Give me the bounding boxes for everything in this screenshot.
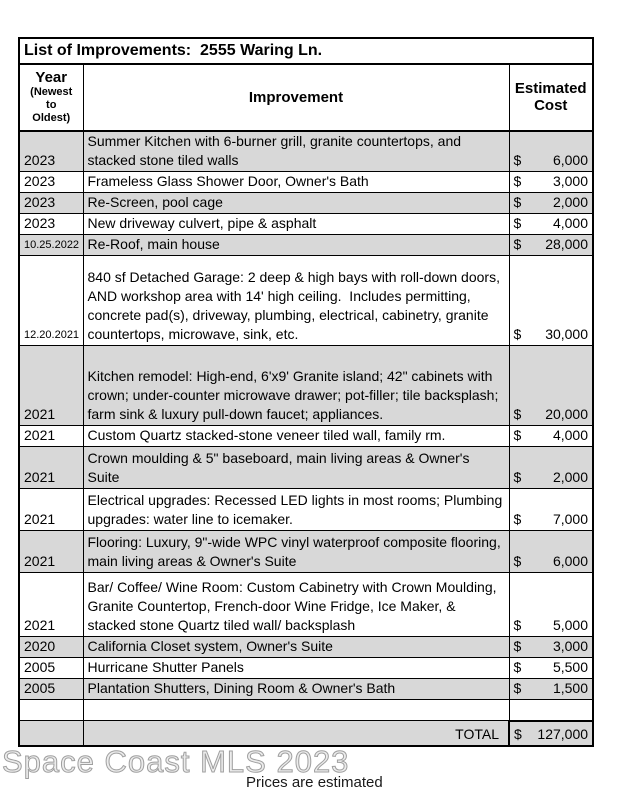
table-row bbox=[19, 679, 593, 700]
cost-cell bbox=[509, 447, 593, 489]
currency-symbol: $ bbox=[513, 152, 522, 168]
cost-cell bbox=[509, 131, 593, 172]
year-cell: 2023 bbox=[19, 131, 83, 172]
table-row bbox=[19, 700, 593, 721]
currency-symbol: $ bbox=[513, 406, 522, 422]
year-cell: 2021 bbox=[19, 489, 83, 531]
currency-symbol: $ bbox=[513, 326, 522, 342]
cost-cell bbox=[509, 489, 593, 531]
improvements-rows bbox=[19, 131, 593, 721]
table-row bbox=[19, 214, 593, 235]
table-row bbox=[19, 658, 593, 679]
year-cell: 2005 bbox=[19, 679, 83, 700]
cost-cell bbox=[509, 426, 593, 447]
table-title-row bbox=[19, 38, 593, 64]
cost-amount: 20,000 bbox=[545, 406, 589, 422]
cost-cell bbox=[509, 256, 593, 346]
table-row bbox=[19, 637, 593, 658]
table-row bbox=[19, 573, 593, 637]
cost-header-line1: Estimated bbox=[514, 80, 587, 97]
cost-amount: 28,000 bbox=[545, 236, 589, 252]
year-column-header bbox=[19, 64, 83, 131]
improvement-cell: Frameless Glass Shower Door, Owner's Bath bbox=[83, 172, 509, 193]
improvement-column-header: Improvement bbox=[83, 64, 509, 131]
year-cell: 2023 bbox=[19, 214, 83, 235]
improvement-cell: Electrical upgrades: Recessed LED lights in most rooms; Plumbing upgrades: water line to icemaker. bbox=[83, 489, 509, 531]
total-row bbox=[19, 721, 593, 746]
year-cell bbox=[19, 700, 83, 721]
year-cell: 2023 bbox=[19, 193, 83, 214]
table-row bbox=[19, 346, 593, 426]
currency-symbol: $ bbox=[513, 236, 522, 252]
improvement-cell: Plantation Shutters, Dining Room & Owner's Bath bbox=[83, 679, 509, 700]
cost-amount: 4,000 bbox=[552, 427, 589, 443]
total-year-cell bbox=[19, 721, 83, 746]
currency-symbol: $ bbox=[513, 215, 522, 231]
cost-cell bbox=[509, 700, 593, 721]
currency-symbol: $ bbox=[513, 511, 522, 527]
cost-cell bbox=[509, 679, 593, 700]
currency-symbol: $ bbox=[513, 553, 522, 569]
currency-symbol: $ bbox=[513, 173, 522, 189]
table-row bbox=[19, 531, 593, 573]
year-cell: 2021 bbox=[19, 426, 83, 447]
currency-symbol: $ bbox=[513, 617, 522, 633]
currency-symbol: $ bbox=[513, 638, 522, 654]
year-cell: 2020 bbox=[19, 637, 83, 658]
improvement-cell: California Closet system, Owner's Suite bbox=[83, 637, 509, 658]
table-row bbox=[19, 193, 593, 214]
total-cost-cell bbox=[509, 721, 593, 746]
year-cell: 2023 bbox=[19, 172, 83, 193]
cost-amount: 4,000 bbox=[552, 215, 589, 231]
improvement-cell: Bar/ Coffee/ Wine Room: Custom Cabinetry with Crown Moulding, Granite Countertop, French-door Wine Fridge, Ice Maker, & stacked stone Quartz tiled wall/ backsplash bbox=[83, 573, 509, 637]
cost-amount: 6,000 bbox=[552, 152, 589, 168]
improvement-cell: Summer Kitchen with 6-burner grill, granite countertops, and stacked stone tiled walls bbox=[83, 131, 509, 172]
table-row bbox=[19, 235, 593, 256]
currency-symbol: $ bbox=[513, 469, 522, 485]
cost-amount: 30,000 bbox=[545, 326, 589, 342]
improvement-cell: Hurricane Shutter Panels bbox=[83, 658, 509, 679]
improvement-cell: Flooring: Luxury, 9"-wide WPC vinyl waterproof composite flooring, main living areas & Owner's Suite bbox=[83, 531, 509, 573]
year-header-title: Year bbox=[35, 69, 68, 86]
improvement-cell: Crown moulding & 5" baseboard, main living areas & Owner's Suite bbox=[83, 447, 509, 489]
year-header-subtitle-line1: (Newest to bbox=[30, 86, 73, 111]
year-header-subtitle-line2: Oldest) bbox=[32, 112, 71, 124]
cost-amount: 7,000 bbox=[552, 511, 589, 527]
table-row bbox=[19, 256, 593, 346]
year-cell: 2021 bbox=[19, 573, 83, 637]
table-row bbox=[19, 489, 593, 531]
total-label: TOTAL bbox=[83, 721, 509, 746]
improvements-table bbox=[18, 37, 594, 747]
cost-column-header bbox=[509, 64, 593, 131]
table-title: List of Improvements: 2555 Waring Ln. bbox=[19, 38, 593, 64]
cost-amount: 5,500 bbox=[552, 659, 589, 675]
currency-symbol: $ bbox=[513, 680, 522, 696]
improvement-cell: Kitchen remodel: High-end, 6'x9' Granite island; 42" cabinets with crown; under-counter microwave drawer; pot-filler; tile backsplash; farm sink & luxury pull-down faucet; appliances. bbox=[83, 346, 509, 426]
cost-cell bbox=[509, 193, 593, 214]
table-row bbox=[19, 131, 593, 172]
table-row bbox=[19, 447, 593, 489]
improvement-cell bbox=[83, 700, 509, 721]
improvement-cell: Re-Screen, pool cage bbox=[83, 193, 509, 214]
year-cell: 2021 bbox=[19, 447, 83, 489]
total-amount: 127,000 bbox=[537, 725, 589, 742]
year-cell: 2021 bbox=[19, 531, 83, 573]
cost-cell bbox=[509, 172, 593, 193]
cost-amount: 5,000 bbox=[552, 617, 589, 633]
cost-cell bbox=[509, 573, 593, 637]
currency-symbol: $ bbox=[513, 194, 522, 210]
table-row bbox=[19, 426, 593, 447]
prices-footnote: Prices are estimated bbox=[246, 774, 383, 791]
cost-amount: 1,500 bbox=[552, 680, 589, 696]
cost-cell bbox=[509, 531, 593, 573]
improvement-cell: 840 sf Detached Garage: 2 deep & high bays with roll-down doors, AND workshop area with 14' high ceiling. Includes permitting, concrete pad(s), driveway, plumbing, electrical, cabinetry, granite countertops, microwave, sink, etc. bbox=[83, 256, 509, 346]
total-currency: $ bbox=[514, 725, 522, 742]
table-header-row bbox=[19, 64, 593, 131]
cost-amount: 2,000 bbox=[552, 194, 589, 210]
currency-symbol: $ bbox=[513, 427, 522, 443]
cost-amount: 6,000 bbox=[552, 553, 589, 569]
cost-cell bbox=[509, 214, 593, 235]
cost-cell bbox=[509, 637, 593, 658]
currency-symbol: $ bbox=[513, 659, 522, 675]
year-cell: 12.20.2021 bbox=[19, 256, 83, 346]
improvement-cell: Custom Quartz stacked-stone veneer tiled wall, family rm. bbox=[83, 426, 509, 447]
improvement-cell: Re-Roof, main house bbox=[83, 235, 509, 256]
year-cell: 2005 bbox=[19, 658, 83, 679]
cost-amount: 3,000 bbox=[552, 173, 589, 189]
cost-amount: 3,000 bbox=[552, 638, 589, 654]
table-row bbox=[19, 172, 593, 193]
mls-watermark: Space Coast MLS 2023 bbox=[2, 744, 350, 779]
year-cell: 2021 bbox=[19, 346, 83, 426]
year-cell: 10.25.2022 bbox=[19, 235, 83, 256]
cost-cell bbox=[509, 346, 593, 426]
cost-cell bbox=[509, 658, 593, 679]
cost-cell bbox=[509, 235, 593, 256]
cost-header-line2: Cost bbox=[534, 97, 568, 114]
cost-amount: 2,000 bbox=[552, 469, 589, 485]
improvement-cell: New driveway culvert, pipe & asphalt bbox=[83, 214, 509, 235]
